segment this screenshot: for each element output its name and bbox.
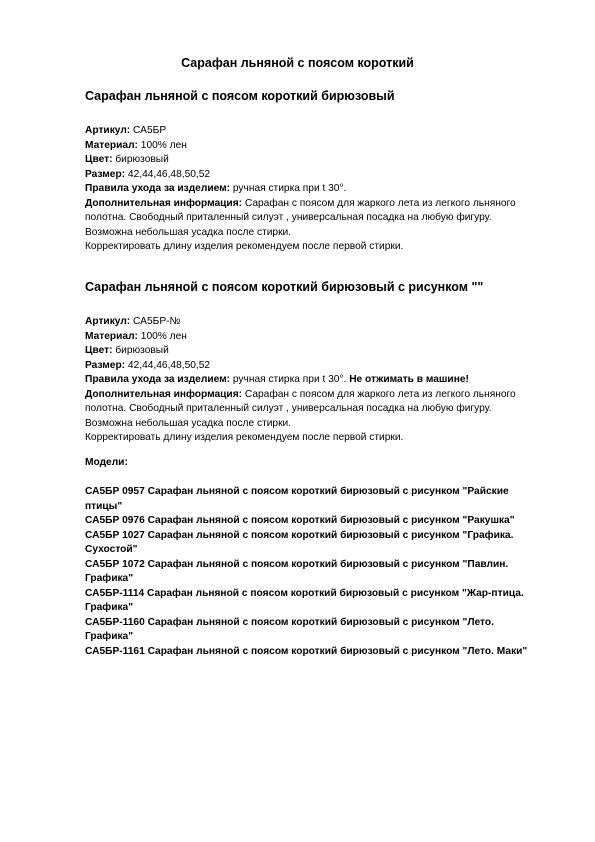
model-item: СА5БР-1161 Сарафан льняной с поясом короткий бирюзовый с рисунком "Лето. Маки"	[85, 645, 528, 657]
care-label: Правила ухода за изделием:	[85, 183, 231, 194]
material-value: 100% лен	[137, 330, 187, 342]
color-label: Цвет:	[85, 345, 113, 356]
color-line	[85, 153, 525, 168]
info-label: Дополнительная информация:	[85, 388, 243, 400]
length-note: Корректировать длину изделия рекомендуем после первой стирки.	[85, 432, 404, 443]
material-line	[85, 139, 525, 154]
material-line	[85, 330, 525, 345]
product-details	[85, 315, 525, 446]
product-heading: Сарафан льняной с поясом короткий бирюзовый с рисунком ""	[85, 280, 484, 294]
article-label: Артикул:	[85, 125, 131, 136]
size-line	[85, 359, 525, 374]
size-line	[85, 168, 525, 183]
color-label: Цвет:	[85, 154, 113, 165]
article-value: СА5БР	[130, 125, 167, 136]
model-item: СА5БР 1027 Сарафан льняной с поясом короткий бирюзовый с рисунком "Графика. Сухостой"	[85, 529, 514, 555]
info-paragraph	[85, 197, 525, 241]
care-value: ручная стирка при t 30°.	[230, 374, 350, 385]
info-label: Дополнительная информация:	[85, 197, 243, 209]
size-value: 42,44,46,48,50,52	[125, 168, 211, 180]
model-item: СА5БР 0976 Сарафан льняной с поясом короткий бирюзовый с рисунком "Ракушка"	[85, 515, 515, 526]
care-label: Правила ухода за изделием:	[85, 374, 231, 385]
material-label: Материал:	[85, 330, 138, 342]
model-item: СА5БР 1072 Сарафан льняной с поясом короткий бирюзовый с рисунком "Павлин. Графика"	[85, 558, 509, 584]
product-details	[85, 124, 525, 255]
size-label: Размер:	[85, 168, 126, 180]
models-label: Модели:	[85, 457, 128, 468]
length-note: Корректировать длину изделия рекомендуем после первой стирки.	[85, 241, 404, 252]
size-label: Размер:	[85, 359, 126, 371]
info-value: Сарафан с поясом для жаркого лета из легкого льняного полотна. Свободный приталенный силуэт , универсальная посадка на любую фигуру. Возможна небольшая усадка после стирки.	[85, 197, 516, 238]
care-line	[85, 182, 525, 197]
color-line	[85, 344, 525, 359]
models-list	[85, 485, 530, 659]
material-label: Материал:	[85, 139, 138, 151]
info-paragraph	[85, 388, 525, 432]
article-line	[85, 124, 525, 139]
info-value: Сарафан с поясом для жаркого лета из легкого льняного полотна. Свободный приталенный силуэт , универсальная посадка на любую фигуру. Возможна небольшая усадка после стирки.	[85, 388, 516, 429]
model-item: СА5БР-1114 Сарафан льняной с поясом короткий бирюзовый с рисунком "Жар-птица. Графика"	[85, 587, 524, 613]
size-value: 42,44,46,48,50,52	[125, 359, 211, 371]
care-warning: Не отжимать в машине!	[349, 374, 469, 385]
article-label: Артикул:	[85, 316, 131, 327]
article-line	[85, 315, 525, 330]
document-title: Сарафан льняной с поясом короткий	[181, 56, 414, 70]
color-value: бирюзовый	[112, 345, 169, 356]
model-item: СА5БР 0957 Сарафан льняной с поясом короткий бирюзовый с рисунком "Райские птицы"	[85, 486, 509, 512]
care-value: ручная стирка при t 30°.	[230, 183, 347, 194]
care-line	[85, 373, 525, 388]
color-value: бирюзовый	[112, 154, 169, 165]
material-value: 100% лен	[137, 139, 187, 151]
product-heading: Сарафан льняной с поясом короткий бирюзовый	[85, 89, 395, 103]
model-item: СА5БР-1160 Сарафан льняной с поясом короткий бирюзовый с рисунком "Лето. Графика"	[85, 616, 494, 642]
article-value: СА5БР-№	[130, 316, 181, 327]
